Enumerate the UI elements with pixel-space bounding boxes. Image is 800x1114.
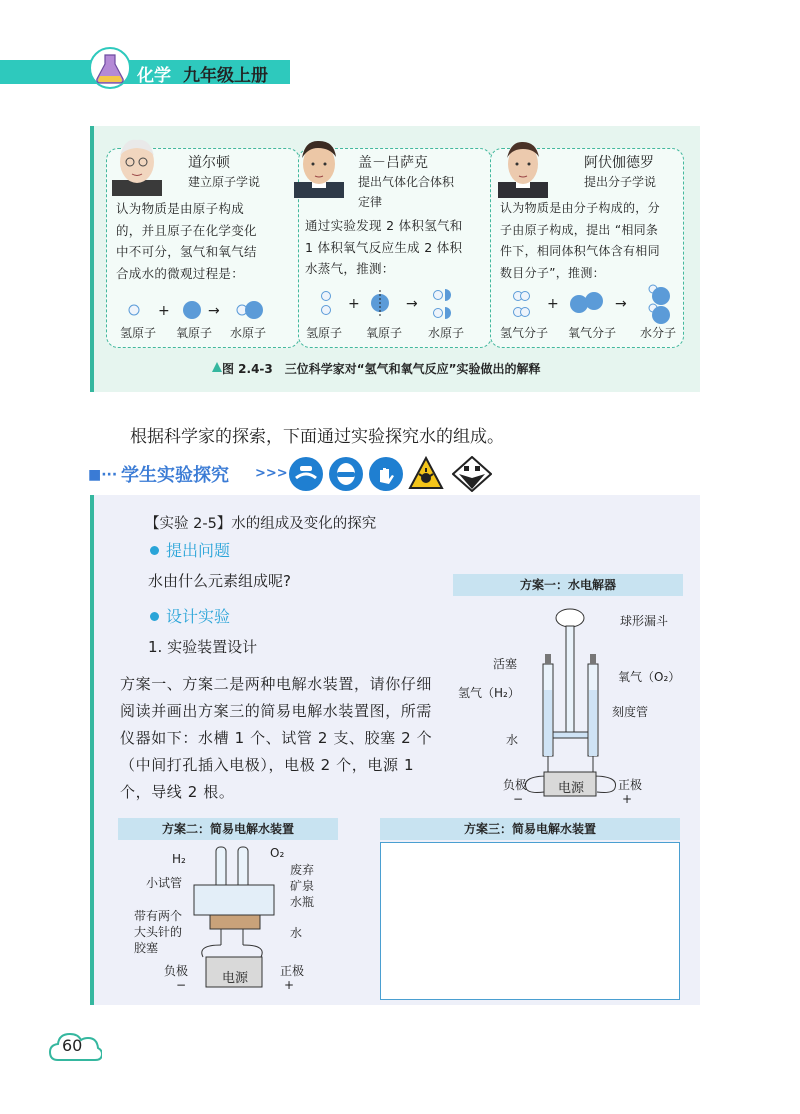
lab-heading-dots: ■··· — [88, 467, 118, 483]
scientist-description: 认为物质是由分子构成的，分 子由原子构成，提出 “相同条 件下，相同体积气体含有相同 数目分子”，推测： — [500, 201, 660, 280]
gloves-icon — [368, 456, 404, 492]
scientist-contribution: 建立原子学说 — [188, 175, 261, 189]
negative-label: 负极 — [503, 778, 528, 792]
minus-sign: − — [513, 792, 524, 806]
bullet-icon — [150, 546, 159, 555]
page-number: 60 — [62, 1036, 83, 1055]
plus-sign: + — [622, 792, 633, 806]
scientist-contribution-line2: 定律 — [358, 195, 383, 209]
dalton-portrait — [108, 134, 166, 196]
molecule-label: 水原子 — [428, 326, 465, 340]
caption-arrow-icon — [212, 362, 222, 372]
section-heading-design: 设计实验 — [166, 607, 231, 626]
section-heading-question: 提出问题 — [166, 541, 231, 560]
header-subject: 化学 — [137, 66, 171, 86]
plan3-title: 方案三：简易电解水装置 — [380, 818, 680, 840]
question-text: 水由什么元素组成呢? — [148, 572, 291, 590]
minus-sign: − — [176, 978, 187, 992]
molecule-label: 氢原子 — [306, 326, 343, 340]
svg-text:+: + — [547, 296, 559, 312]
hydrogen-label: 氢气（H₂） — [458, 686, 520, 700]
plus-sign: + — [158, 303, 170, 319]
h2-label: H₂ — [172, 852, 186, 866]
water-label: 水 — [506, 733, 519, 747]
goggles-hand-wash-icon — [288, 456, 324, 492]
scientist-contribution: 提出分子学说 — [584, 175, 657, 189]
experiment-title: 【实验 2-5】水的组成及变化的探究 — [145, 516, 377, 532]
molecule-label: 水分子 — [640, 326, 677, 340]
scientist-name: 阿伏伽德罗 — [584, 155, 654, 171]
molecule-label: 氧原子 — [366, 326, 403, 340]
plus-sign: + — [284, 978, 295, 992]
lab-heading-chevrons: >>> — [255, 466, 288, 481]
gay-lussac-atom-diagram — [310, 286, 490, 322]
gay-lussac-portrait — [290, 136, 348, 198]
molecule-label: 氢气分子 — [500, 326, 549, 340]
flask-logo-icon — [88, 46, 132, 90]
bottle-label: 废弃 矿泉 水瓶 — [290, 863, 315, 909]
svg-text:+: + — [348, 296, 360, 312]
power-label: 电源 — [222, 971, 249, 986]
lab-heading: 学生实验探究 — [121, 465, 229, 486]
plan3-drawing-area[interactable] — [380, 842, 680, 1000]
stopper-label: 带有两个 大头针的 胶塞 — [134, 909, 183, 955]
molecule-label: 氢原子 — [120, 326, 157, 340]
small-tube-label: 小试管 — [146, 876, 183, 890]
scientist-description: 通过实验发现 2 体积氢气和 1 体积氧气反应生成 2 体积 水蒸气，推测： — [305, 218, 463, 276]
header-book-title: 九年级上册 — [183, 66, 268, 86]
plan2-title: 方案二：简易电解水装置 — [118, 818, 338, 840]
scale-tube-label: 刻度管 — [612, 705, 649, 719]
oxygen-label: 氧气（O₂） — [618, 670, 681, 684]
scientist-contribution: 提出气体化合体积 — [358, 175, 455, 189]
scientist-description: 认为物质是由原子构成 的，并且原子在化学变化 中不可分，氢气和氧气结 合成水的微观过程是： — [116, 201, 257, 281]
avogadro-portrait — [494, 136, 552, 198]
bullet-icon — [150, 612, 159, 621]
molecule-label: 水原子 — [230, 326, 267, 340]
safety-goggles-icon — [328, 456, 364, 492]
arrow-sign: → — [208, 303, 220, 319]
molecule-label: 氧原子 — [176, 326, 213, 340]
figure-caption: 图 2.4-3 三位科学家对“氢气和氧气反应”实验做出的解释 — [222, 362, 541, 376]
step-heading: 1. 实验装置设计 — [148, 638, 258, 656]
intro-text: 根据科学家的探索，下面通过实验探究水的组成。 — [130, 427, 504, 447]
positive-label: 正极 — [280, 964, 305, 978]
o2-label: O₂ — [270, 846, 285, 860]
water-label: 水 — [290, 926, 303, 940]
dalton-atom-diagram — [116, 296, 296, 324]
avogadro-molecule-diagram — [505, 284, 685, 324]
plan1-title: 方案一：水电解器 — [453, 574, 683, 596]
svg-text:→: → — [406, 296, 418, 312]
scientist-name: 道尔顿 — [188, 155, 230, 171]
power-label: 电源 — [558, 781, 585, 796]
scientist-name: 盖－吕萨克 — [358, 155, 428, 171]
negative-label: 负极 — [164, 964, 189, 978]
explosive-hazard-icon — [408, 456, 444, 492]
positive-label: 正极 — [618, 778, 643, 792]
funnel-label: 球形漏斗 — [620, 614, 669, 628]
corrosive-hazard-icon — [452, 456, 492, 492]
molecule-label: 氧气分子 — [568, 326, 617, 340]
stopcock-label: 活塞 — [493, 657, 518, 671]
svg-text:→: → — [615, 296, 627, 312]
design-paragraph: 方案一、方案二是两种电解水装置，请你仔细阅读并画出方案三的简易电解水装置图，所需仪器如下：水槽 1 个、试管 2 支、胶塞 2 个（中间打孔插入电极），电极 2 个，电源 1 个，导线 2 根。 — [120, 675, 433, 801]
